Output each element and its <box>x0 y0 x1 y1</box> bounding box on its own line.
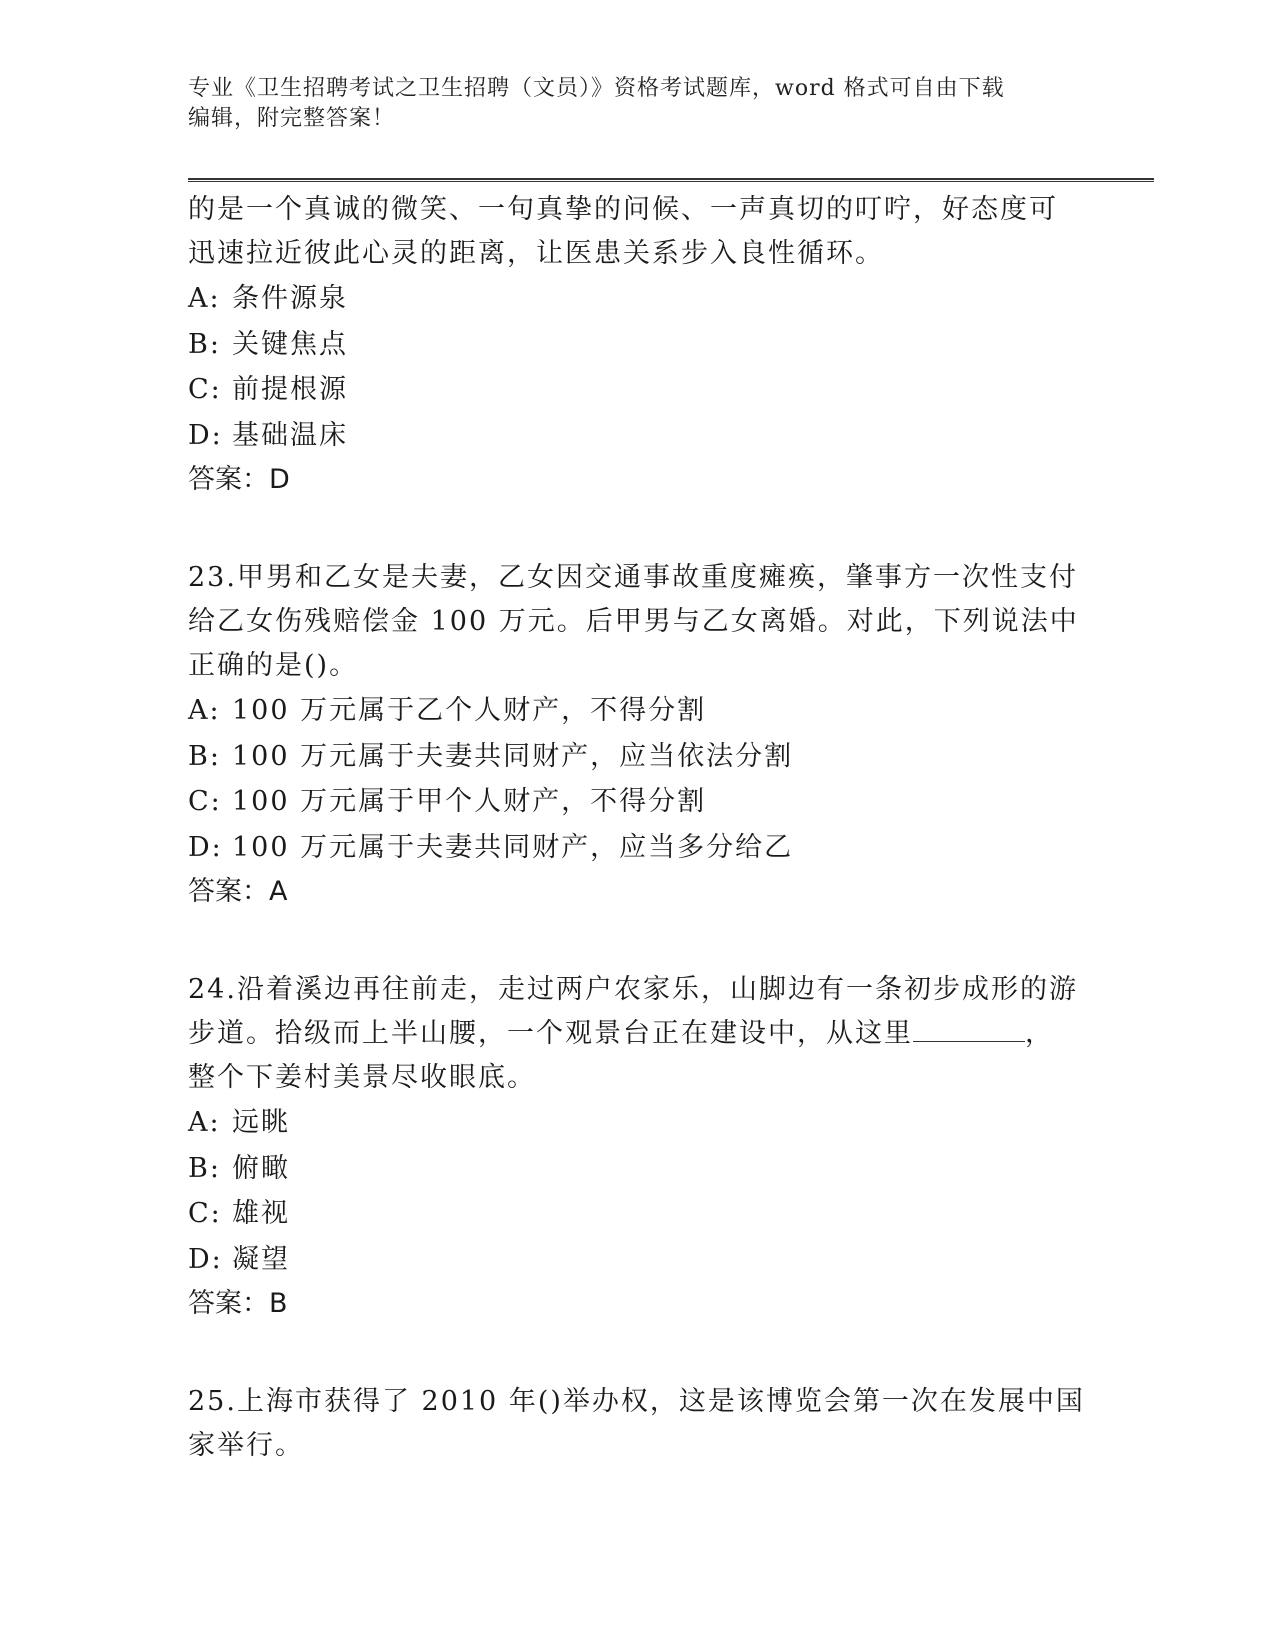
option-key: D: <box>188 1243 223 1275</box>
question-25-text-line-2: 家举行。 <box>188 1430 304 1461</box>
option-text: 100 万元属于甲个人财产，不得分割 <box>232 786 707 817</box>
question-24-option-c <box>188 1191 1088 1237</box>
question-23-option-a <box>188 688 1088 734</box>
question-23-option-c <box>188 779 1088 825</box>
option-text: 关键焦点 <box>232 328 348 360</box>
option-text: 100 万元属于夫妻共同财产，应当依法分割 <box>232 740 794 772</box>
option-text: 雄视 <box>232 1198 290 1229</box>
question-22-option-d <box>188 413 1088 459</box>
option-key: A: <box>188 1107 221 1138</box>
option-key: A: <box>188 695 221 726</box>
question-23-answer: 答案：A <box>188 876 288 907</box>
question-22-text-line-2: 迅速拉近彼此心灵的距离，让医患关系步入良性循环。 <box>188 238 884 269</box>
document-header <box>188 74 1068 134</box>
question-22-answer: 答案：D <box>188 464 290 495</box>
question-23 <box>188 556 1088 914</box>
option-text: 基础温床 <box>232 419 348 451</box>
option-text: 远眺 <box>232 1107 290 1138</box>
option-text: 条件源泉 <box>232 283 348 314</box>
option-key: C: <box>188 786 222 817</box>
header-line-2: 编辑，附完整答案！ <box>188 106 396 131</box>
question-22-option-b <box>188 322 1088 368</box>
question-25 <box>188 1380 1088 1468</box>
option-key: D: <box>188 831 223 863</box>
question-24-text-line-1: 24.沿着溪边再往前走，走过两户农家乐，山脚边有一条初步成形的游 <box>188 974 1078 1005</box>
option-key: B: <box>188 740 221 772</box>
question-list <box>188 188 1088 1468</box>
question-23-text-line-3: 正确的是()。 <box>188 650 359 681</box>
question-22-option-a <box>188 276 1088 322</box>
question-24-option-b <box>188 1146 1088 1192</box>
option-text: 100 万元属于夫妻共同财产，应当多分给乙 <box>232 831 794 863</box>
option-key: A: <box>188 283 221 314</box>
option-key: C: <box>188 1198 222 1229</box>
question-23-option-d <box>188 825 1088 871</box>
option-key: B: <box>188 1152 221 1184</box>
question-24-text-pre-blank: 步道。拾级而上半山腰，一个观景台正在建设中，从这里 <box>188 1018 913 1049</box>
option-key: B: <box>188 328 221 360</box>
option-key: C: <box>188 374 222 405</box>
option-text: 凝望 <box>232 1243 290 1275</box>
question-24 <box>188 968 1088 1326</box>
question-22-option-c <box>188 367 1088 413</box>
question-22-text-line-1: 的是一个真诚的微笑、一句真挚的问候、一声真切的叮咛，好态度可 <box>188 194 1058 225</box>
question-24-text-line-2 <box>188 1012 1088 1056</box>
option-text: 俯瞰 <box>232 1152 290 1184</box>
option-key: D: <box>188 419 223 451</box>
option-text: 100 万元属于乙个人财产，不得分割 <box>232 695 707 726</box>
header-divider <box>188 178 1154 182</box>
question-25-text-line-1: 25.上海市获得了 2010 年()举办权，这是该博览会第一次在发展中国 <box>188 1386 1085 1417</box>
question-24-option-a <box>188 1100 1088 1146</box>
fill-in-blank <box>913 1013 1025 1042</box>
header-line-1: 专业《卫生招聘考试之卫生招聘（文员）》资格考试题库，word 格式可自由下载 <box>188 76 1005 101</box>
question-24-text-line-3: 整个下姜村美景尽收眼底。 <box>188 1062 536 1093</box>
question-23-option-b <box>188 734 1088 780</box>
question-24-option-d <box>188 1237 1088 1283</box>
question-23-text-line-1: 23.甲男和乙女是夫妻，乙女因交通事故重度瘫痪，肇事方一次性支付 <box>188 562 1078 593</box>
question-23-text-line-2: 给乙女伤残赔偿金 100 万元。后甲男与乙女离婚。对此，下列说法中 <box>188 606 1079 637</box>
option-text: 前提根源 <box>232 374 348 405</box>
question-24-answer: 答案：B <box>188 1288 288 1319</box>
question-22 <box>188 188 1088 502</box>
question-24-text-post-blank: ， <box>1025 1018 1054 1049</box>
